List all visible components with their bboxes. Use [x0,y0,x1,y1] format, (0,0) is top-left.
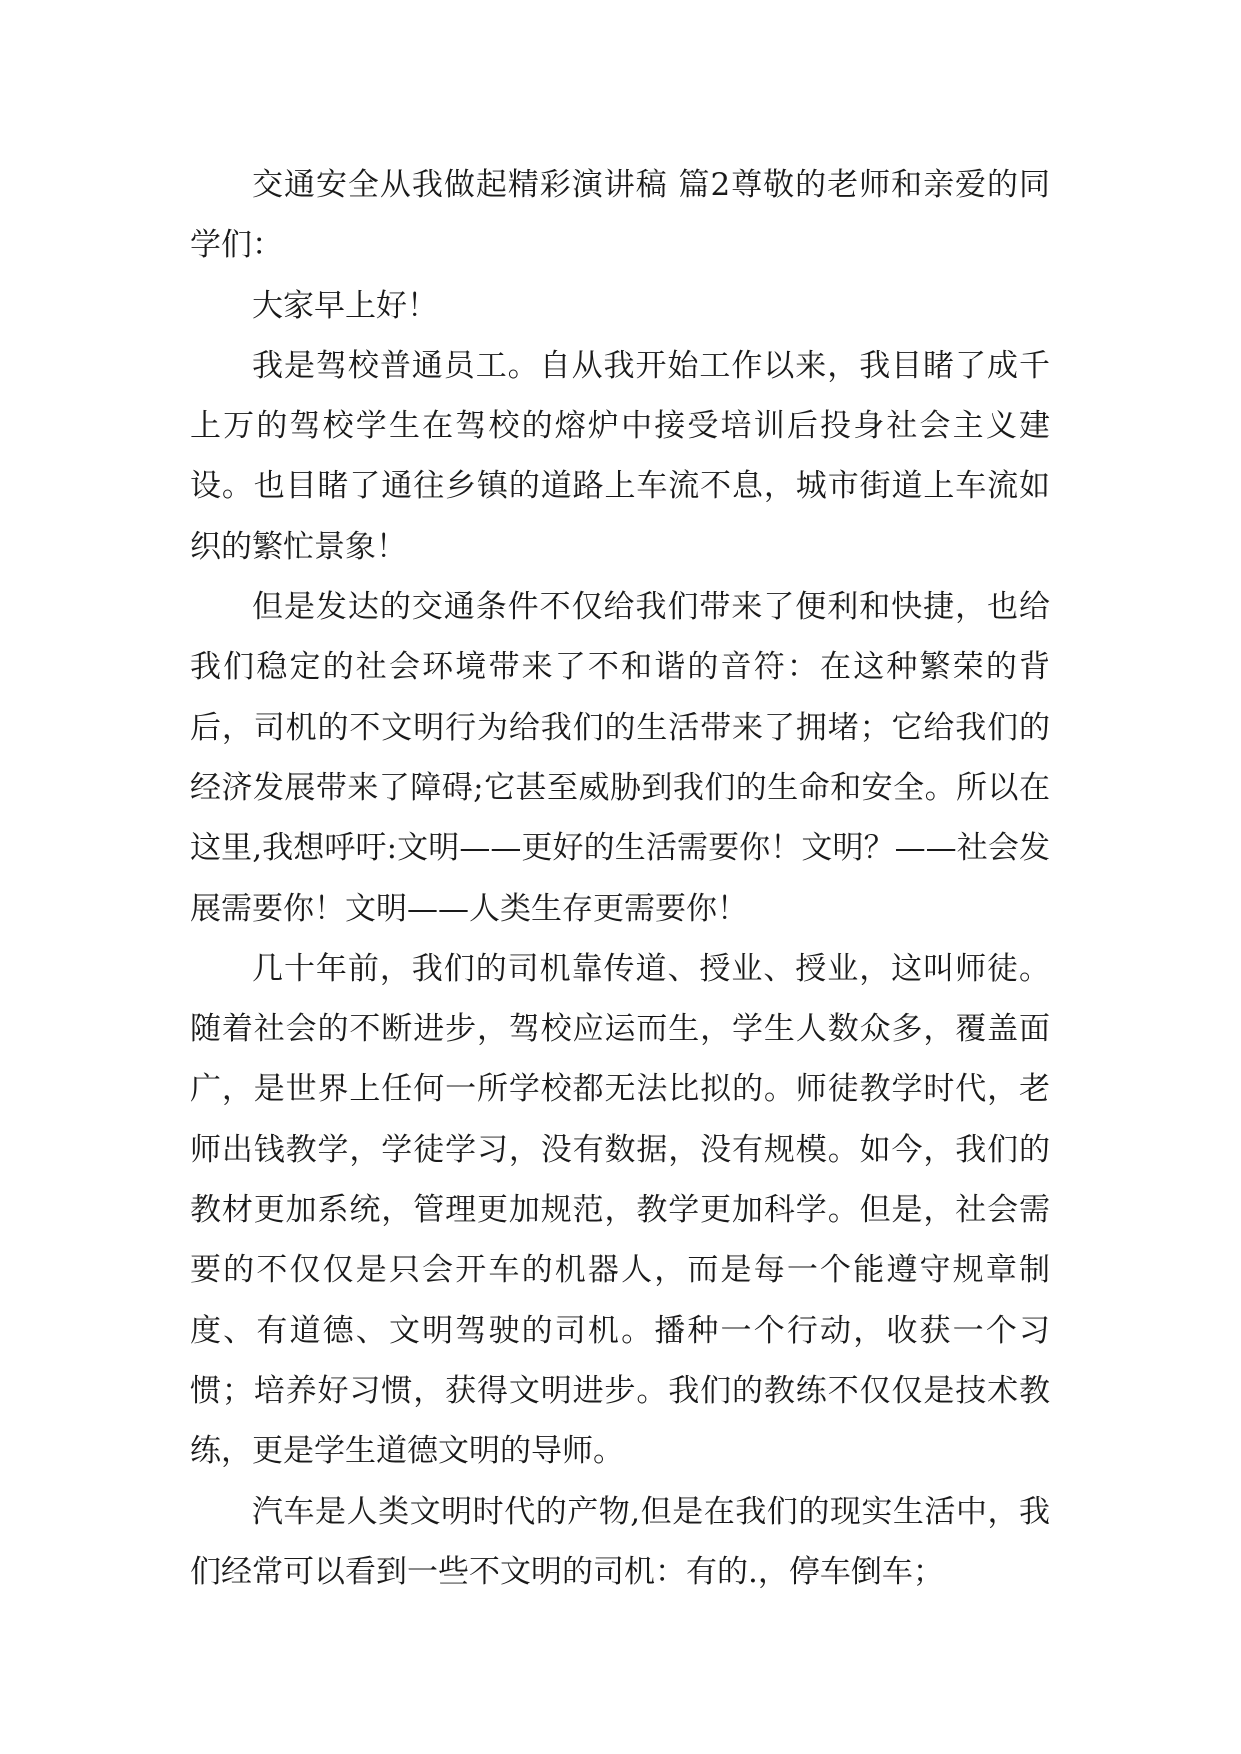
paragraph-greeting: 大家早上好！ [252,287,438,324]
paragraph-appeal: 但是发达的交通条件不仅给我们带来了便利和快捷，也给我们稳定的社会环境带来了不和谐的音符：在这种繁荣的背后，司机的不文明行为给我们的生活带来了拥堵；它给我们的经济发展带来了障碍;它甚至威胁到我们的生命和安全。所以在这里,我想呼吁:文明——更好的生活需要你！文明？——社会发展需要你！文明——人类生存更需要你！ [190,589,1050,927]
paragraph-title: 交通安全从我做起精彩演讲稿 篇2尊敬的老师和亲爱的同学们： [190,167,1050,264]
paragraph-history: 几十年前，我们的司机靠传道、授业、授业，这叫师徒。随着社会的不断进步，驾校应运而生，学生人数众多，覆盖面广，是世界上任何一所学校都无法比拟的。师徒教学时代，老师出钱教学，学徒学习，没有数据，没有规模。如今，我们的教材更加系统，管理更加规范，教学更加科学。但是，社会需要的不仅仅是只会开车的机器人，而是每一个能遵守规章制度、有道德、文明驾驶的司机。播种一个行动，收获一个习惯；培养好习惯，获得文明进步。我们的教练不仅仅是技术教练，更是学生道德文明的导师。 [190,950,1050,1470]
paragraph-introduction: 我是驾校普通员工。自从我开始工作以来，我目睹了成千上万的驾校学生在驾校的熔炉中接受培训后投身社会主义建设。也目睹了通往乡镇的道路上车流不息，城市街道上车流如织的繁忙景象！ [190,347,1050,565]
paragraph-observation: 汽车是人类文明时代的产物,但是在我们的现实生活中，我们经常可以看到一些不文明的司机：有的.，停车倒车； [190,1493,1050,1590]
document-body [190,155,1050,1602]
